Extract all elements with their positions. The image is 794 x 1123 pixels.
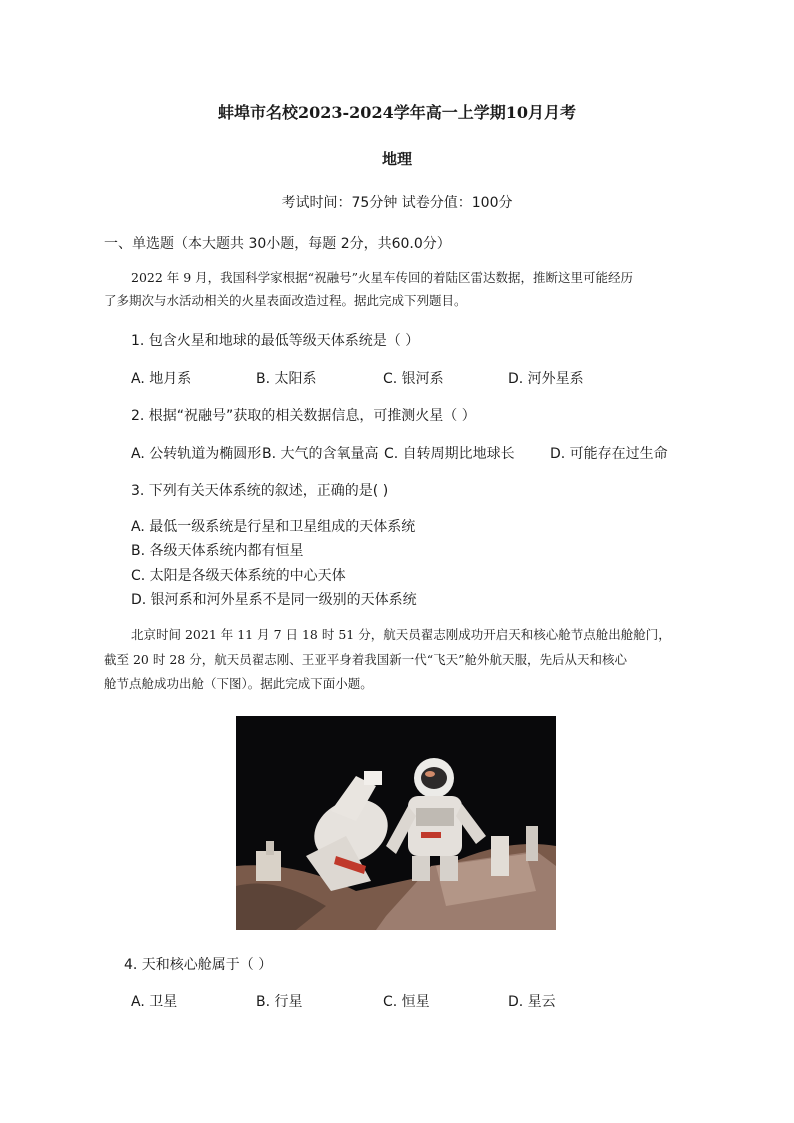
q4-option-b: B. 行星 bbox=[256, 994, 303, 1010]
question-1-stem: 1. 包含火星和地球的最低等级天体系统是（ ） bbox=[131, 333, 420, 349]
q3-option-c: C. 太阳是各级天体系统的中心天体 bbox=[131, 568, 346, 584]
astronaut-spacewalk-photo bbox=[236, 716, 556, 930]
q4-option-d: D. 星云 bbox=[508, 994, 556, 1010]
question-2-stem: 2. 根据“祝融号”获取的相关数据信息，可推测火星（ ） bbox=[131, 408, 476, 424]
q3-option-a: A. 最低一级系统是行星和卫星组成的天体系统 bbox=[131, 519, 416, 535]
passage1-line2: 了多期次与水活动相关的火星表面改造过程。据此完成下列题目。 bbox=[104, 293, 467, 308]
q3-option-d: D. 银河系和河外星系不是同一级别的天体系统 bbox=[131, 592, 417, 608]
passage1-line1: 2022 年 9 月，我国科学家根据“祝融号”火星车传回的着陆区雷达数据，推断这里可能经历 bbox=[131, 270, 633, 285]
q4-option-a: A. 卫星 bbox=[131, 994, 178, 1010]
q2-option-c: C. 自转周期比地球长 bbox=[384, 446, 515, 462]
q1-option-d: D. 河外星系 bbox=[508, 371, 584, 387]
page-title: 蚌埠市名校2023-2024学年高一上学期10月月考 bbox=[218, 103, 576, 122]
question-3-stem: 3. 下列有关天体系统的叙述，正确的是( ) bbox=[131, 483, 389, 499]
subject-title: 地理 bbox=[381, 150, 412, 168]
q2-option-a: A. 公转轨道为椭圆形 bbox=[131, 446, 262, 462]
q2-option-d: D. 可能存在过生命 bbox=[550, 446, 668, 462]
q1-option-c: C. 银河系 bbox=[383, 371, 444, 387]
question-4-stem: 4. 天和核心舱属于（ ） bbox=[124, 957, 273, 973]
passage2-line3: 舱节点舱成功出舱（下图）。据此完成下面小题。 bbox=[104, 676, 373, 691]
exam-info: 考试时间：75分钟 试卷分值：100分 bbox=[281, 195, 513, 211]
q2-option-b: B. 大气的含氧量高 bbox=[262, 446, 379, 462]
q1-option-a: A. 地月系 bbox=[131, 371, 192, 387]
q4-option-c: C. 恒星 bbox=[383, 994, 430, 1010]
passage2-line1: 北京时间 2021 年 11 月 7 日 18 时 51 分，航天员翟志刚成功开启天和核心舱节点舱出舱舱门， bbox=[131, 627, 671, 642]
q1-option-b: B. 太阳系 bbox=[256, 371, 317, 387]
section-heading: 一、单选题（本大题共 30小题，每题 2分，共60.0分） bbox=[104, 236, 451, 252]
passage2-line2: 截至 20 时 28 分，航天员翟志刚、王亚平身着我国新一代“飞天”舱外航天服，先后从天和核心 bbox=[104, 652, 627, 667]
q3-option-b: B. 各级天体系统内都有恒星 bbox=[131, 543, 304, 559]
